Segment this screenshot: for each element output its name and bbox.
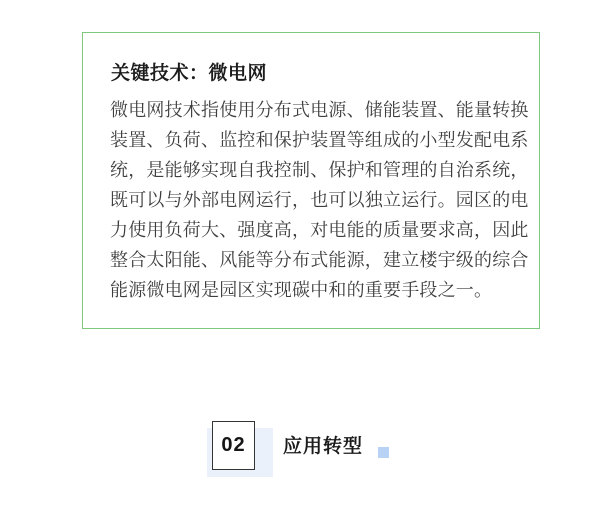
section-number-box [212,421,255,470]
card-body-line: 微电网技术指使用分布式电源、储能装置、能量转换 [110,100,529,120]
card-body-line: 既可以与外部电网运行，也可以独立运行。园区的电 [110,190,529,210]
section-title: 应用转型 [283,436,364,457]
card-body [110,95,529,305]
key-technology-card [82,32,540,329]
card-body-line: 统，是能够实现自我控制、保护和管理的自治系统， [110,160,529,180]
card-title: 关键技术：微电网 [111,63,268,84]
section-accent-square [378,447,389,458]
card-body-line: 能源微电网是园区实现碳中和的重要手段之一。 [110,280,493,300]
section-number: 02 [221,434,246,456]
card-body-line: 力使用负荷大、强度高，对电能的质量要求高，因此 [110,220,529,240]
card-body-line: 装置、负荷、监控和保护装置等组成的小型发配电系 [110,130,529,150]
card-body-line: 整合太阳能、风能等分布式能源，建立楼宇级的综合 [110,250,529,270]
